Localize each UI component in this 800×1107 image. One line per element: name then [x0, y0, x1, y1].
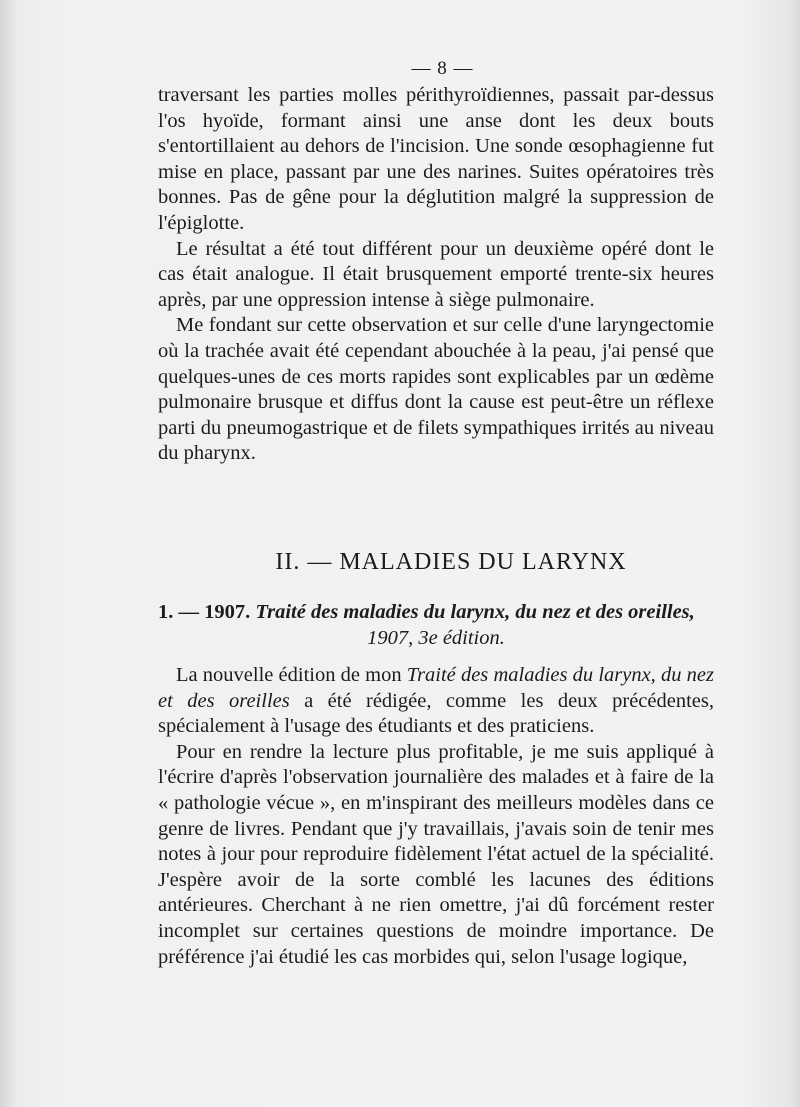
entry-number: 1. — 1907. — [158, 601, 251, 623]
paragraph-text: La nouvelle édition de mon — [176, 664, 407, 686]
page-number: — 8 — — [411, 58, 474, 79]
top-text-block — [158, 83, 714, 467]
paragraph: Le résultat a été tout différent pour un deuxième opéré dont le cas était analogue. Il était brusquement emporté trente-six heures après, par une oppression intense à siège pulmonaire. — [158, 237, 714, 311]
bottom-text-block — [158, 663, 714, 970]
entry-subtitle: 1907, 3e édition. — [367, 626, 505, 649]
bibliography-entry — [158, 600, 714, 651]
paragraph: traversant les parties molles périthyroïdiennes, passait par-dessus l'os hyoïde, formant ainsi une anse dont les deux bouts s'entortillaient au dehors de l'incision. Une sonde œsophagienne fut mise en place, passant par une des narines. Suites opératoires très bonnes. Pas de gêne pour la déglutition malgré la suppression de l'épiglotte. — [158, 84, 714, 234]
paragraph: Pour en rendre la lecture plus profitable, je me suis appliqué à l'écrire d'après l'observation journalière des malades et à faire de la « pathologie vécue », en m'inspirant des meilleurs modèles dans ce genre de livres. Pendant que j'y travaillais, j'avais soin de tenir mes notes à jour pour reproduire fidèlement l'état actuel de la spécialité. J'espère avoir de la sorte comblé les lacunes des éditions antérieures. Cherchant à ne rien omettre, j'ai dû forcément rester incomplet sur certaines questions de moindre importance. De préférence j'ai étudié les cas morbides qui, selon l'usage logique, — [158, 740, 714, 968]
paragraph: Me fondant sur cette observation et sur celle d'une laryngectomie où la trachée avait été cependant abouchée à la peau, j'ai pensé que quelques-unes de ces morts rapides sont explicables par un œdème pulmonaire brusque et diffus dont la cause est peut-être un réflexe parti du pneumogastrique et de filets sympathiques irrités au niveau du pharynx. — [158, 314, 714, 465]
section-heading: II. — MALADIES DU LARYNX — [275, 549, 627, 575]
book-title-italic: Traité des maladies du larynx, du nez et des oreilles — [158, 664, 714, 712]
entry-title: Traité des maladies du larynx, du nez et des oreilles, — [255, 601, 695, 623]
paragraph-text: a été rédigée, comme les deux précédentes, spécialement à l'usage des étudiants et des praticiens. — [158, 689, 714, 738]
paragraph — [158, 663, 714, 740]
